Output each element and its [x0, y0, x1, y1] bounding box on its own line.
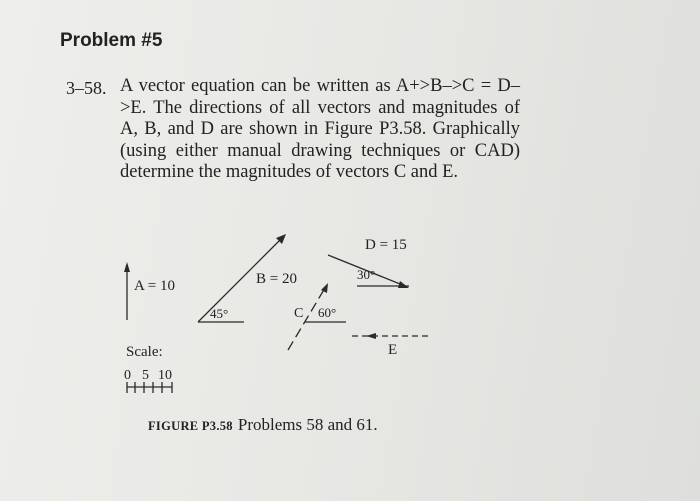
problem-number: 3–58.: [66, 78, 107, 98]
scale-tick-label: 5: [142, 368, 149, 383]
vector-e-label: E: [388, 342, 398, 358]
vector-c-label: C: [294, 306, 304, 321]
vector-c-angle: 60°: [318, 305, 337, 320]
vector-e-arrowhead: [366, 333, 376, 339]
scale-label: Scale:: [126, 344, 163, 360]
vector-d-label: D = 15: [365, 237, 407, 253]
figure-caption-text: Problems 58 and 61.: [237, 415, 378, 434]
vector-d-angle: 30°: [357, 267, 376, 282]
scale-tick-label: 10: [158, 368, 172, 383]
vector-c-arrowhead: [321, 283, 328, 293]
scale-tick-label: 0: [124, 368, 131, 383]
vector-d-arrowhead: [398, 281, 409, 288]
vector-b-angle: 45°: [210, 306, 229, 321]
problem-title: Problem #5: [60, 30, 163, 51]
figure-caption-label: FIGURE P3.58: [148, 419, 233, 433]
problem-statement: A vector equation can be written as A+>B–>C = D–>E. The directions of all vectors and magnitudes of A, B, and D are shown in Figure P3.58. Graphically (using either manual drawing techniques or CAD) determine the magnitudes of vectors C and E.: [120, 76, 520, 182]
vector-a-arrowhead: [124, 262, 130, 272]
vector-b-label: B = 20: [256, 271, 297, 287]
figure-caption: [148, 415, 378, 435]
vector-a-label: A = 10: [134, 278, 175, 294]
